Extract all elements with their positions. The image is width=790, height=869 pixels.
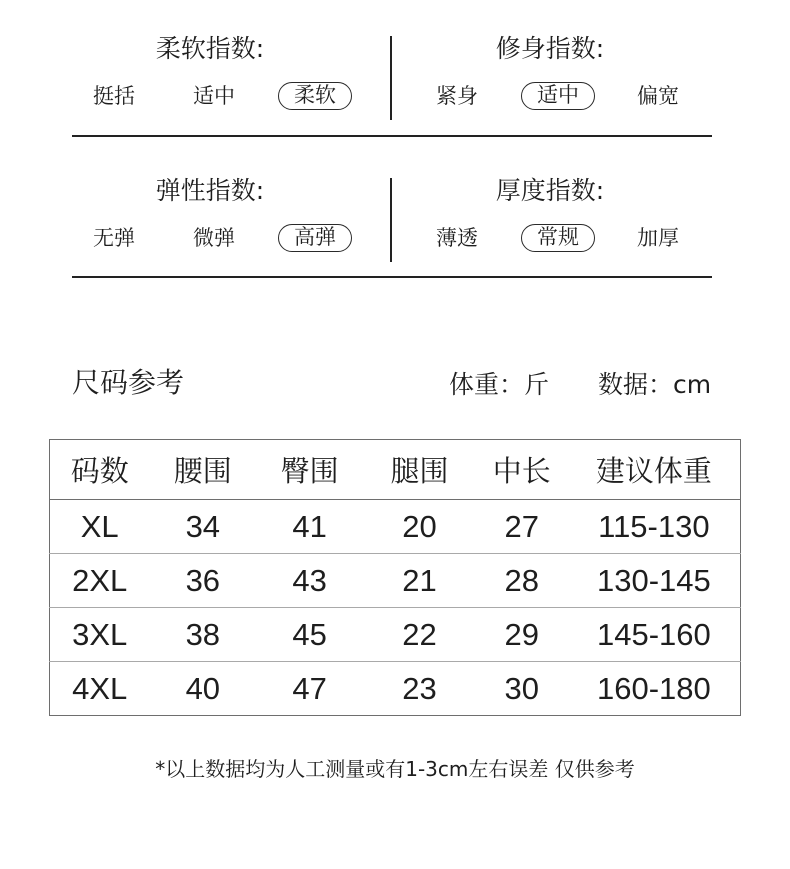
elasticity-option-2: 微弹: [193, 226, 235, 250]
cell-weight: 115-130: [598, 508, 710, 544]
cell-size: 3XL: [50, 608, 150, 662]
elasticity-index-title: 弹性指数:: [155, 176, 265, 205]
cell-hip: 43: [256, 554, 363, 608]
size-table: [49, 439, 741, 716]
softness-index-title: 柔软指数:: [155, 34, 265, 63]
cell-thigh: 20: [402, 508, 437, 544]
cell-waist: 40: [149, 662, 256, 716]
table-row: [50, 554, 741, 608]
cell-length: 29: [476, 608, 568, 662]
vertical-divider-2: [390, 178, 392, 262]
softness-index: [50, 34, 370, 114]
softness-option-1: 挺括: [93, 84, 135, 108]
header-length: 中长: [476, 440, 568, 500]
header-waist: 腰围: [149, 440, 256, 500]
fit-index-title: 修身指数:: [495, 34, 605, 63]
header-thigh: 腿围: [363, 440, 476, 500]
cell-waist: 34: [185, 508, 221, 544]
divider-2: [72, 276, 712, 278]
thickness-option-1: 薄透: [436, 226, 478, 250]
cell-length: 30: [476, 662, 568, 716]
measurement-note: *以上数据均为人工测量或有1-3cm左右误差 仅供参考: [155, 757, 635, 781]
fit-option-3: 偏宽: [637, 84, 679, 108]
cell-weight: 130-145: [568, 554, 741, 608]
thickness-index-title: 厚度指数:: [495, 176, 605, 205]
table-row: [50, 662, 741, 716]
cell-hip: 41: [292, 508, 327, 544]
weight-unit-label: 体重：斤: [449, 370, 550, 399]
cell-length: 28: [476, 554, 568, 608]
table-header-row: [50, 440, 741, 500]
cell-hip: 47: [256, 662, 363, 716]
thickness-index: [390, 176, 710, 256]
fit-option-1: 紧身: [436, 84, 478, 108]
table-row: [50, 500, 741, 554]
softness-option-3-selected: 柔软: [278, 82, 352, 110]
fit-option-2-selected: 适中: [521, 82, 595, 110]
cell-thigh: 23: [363, 662, 476, 716]
elasticity-option-3-selected: 高弹: [278, 224, 352, 252]
elasticity-option-1: 无弹: [93, 226, 135, 250]
size-reference-title: 尺码参考: [72, 366, 185, 399]
cell-hip: 45: [256, 608, 363, 662]
softness-option-2: 适中: [193, 84, 235, 108]
header-size: 码数: [50, 440, 150, 500]
header-hip: 臀围: [256, 440, 363, 500]
cell-length: 27: [504, 508, 540, 544]
cell-size: XL: [80, 508, 119, 544]
cell-size: 4XL: [50, 662, 150, 716]
table-row: [50, 608, 741, 662]
header-recommended-weight: 建议体重: [568, 440, 741, 500]
data-unit-label: 数据：cm: [598, 370, 712, 399]
thickness-option-2-selected: 常规: [521, 224, 595, 252]
fit-index: [390, 34, 710, 114]
cell-size: 2XL: [50, 554, 150, 608]
cell-weight: 160-180: [568, 662, 741, 716]
divider-1: [72, 135, 712, 137]
cell-weight: 145-160: [568, 608, 741, 662]
vertical-divider-1: [390, 36, 392, 120]
thickness-option-3: 加厚: [637, 226, 679, 250]
cell-waist: 38: [149, 608, 256, 662]
cell-thigh: 22: [363, 608, 476, 662]
cell-waist: 36: [149, 554, 256, 608]
cell-thigh: 21: [363, 554, 476, 608]
elasticity-index: [50, 176, 370, 256]
